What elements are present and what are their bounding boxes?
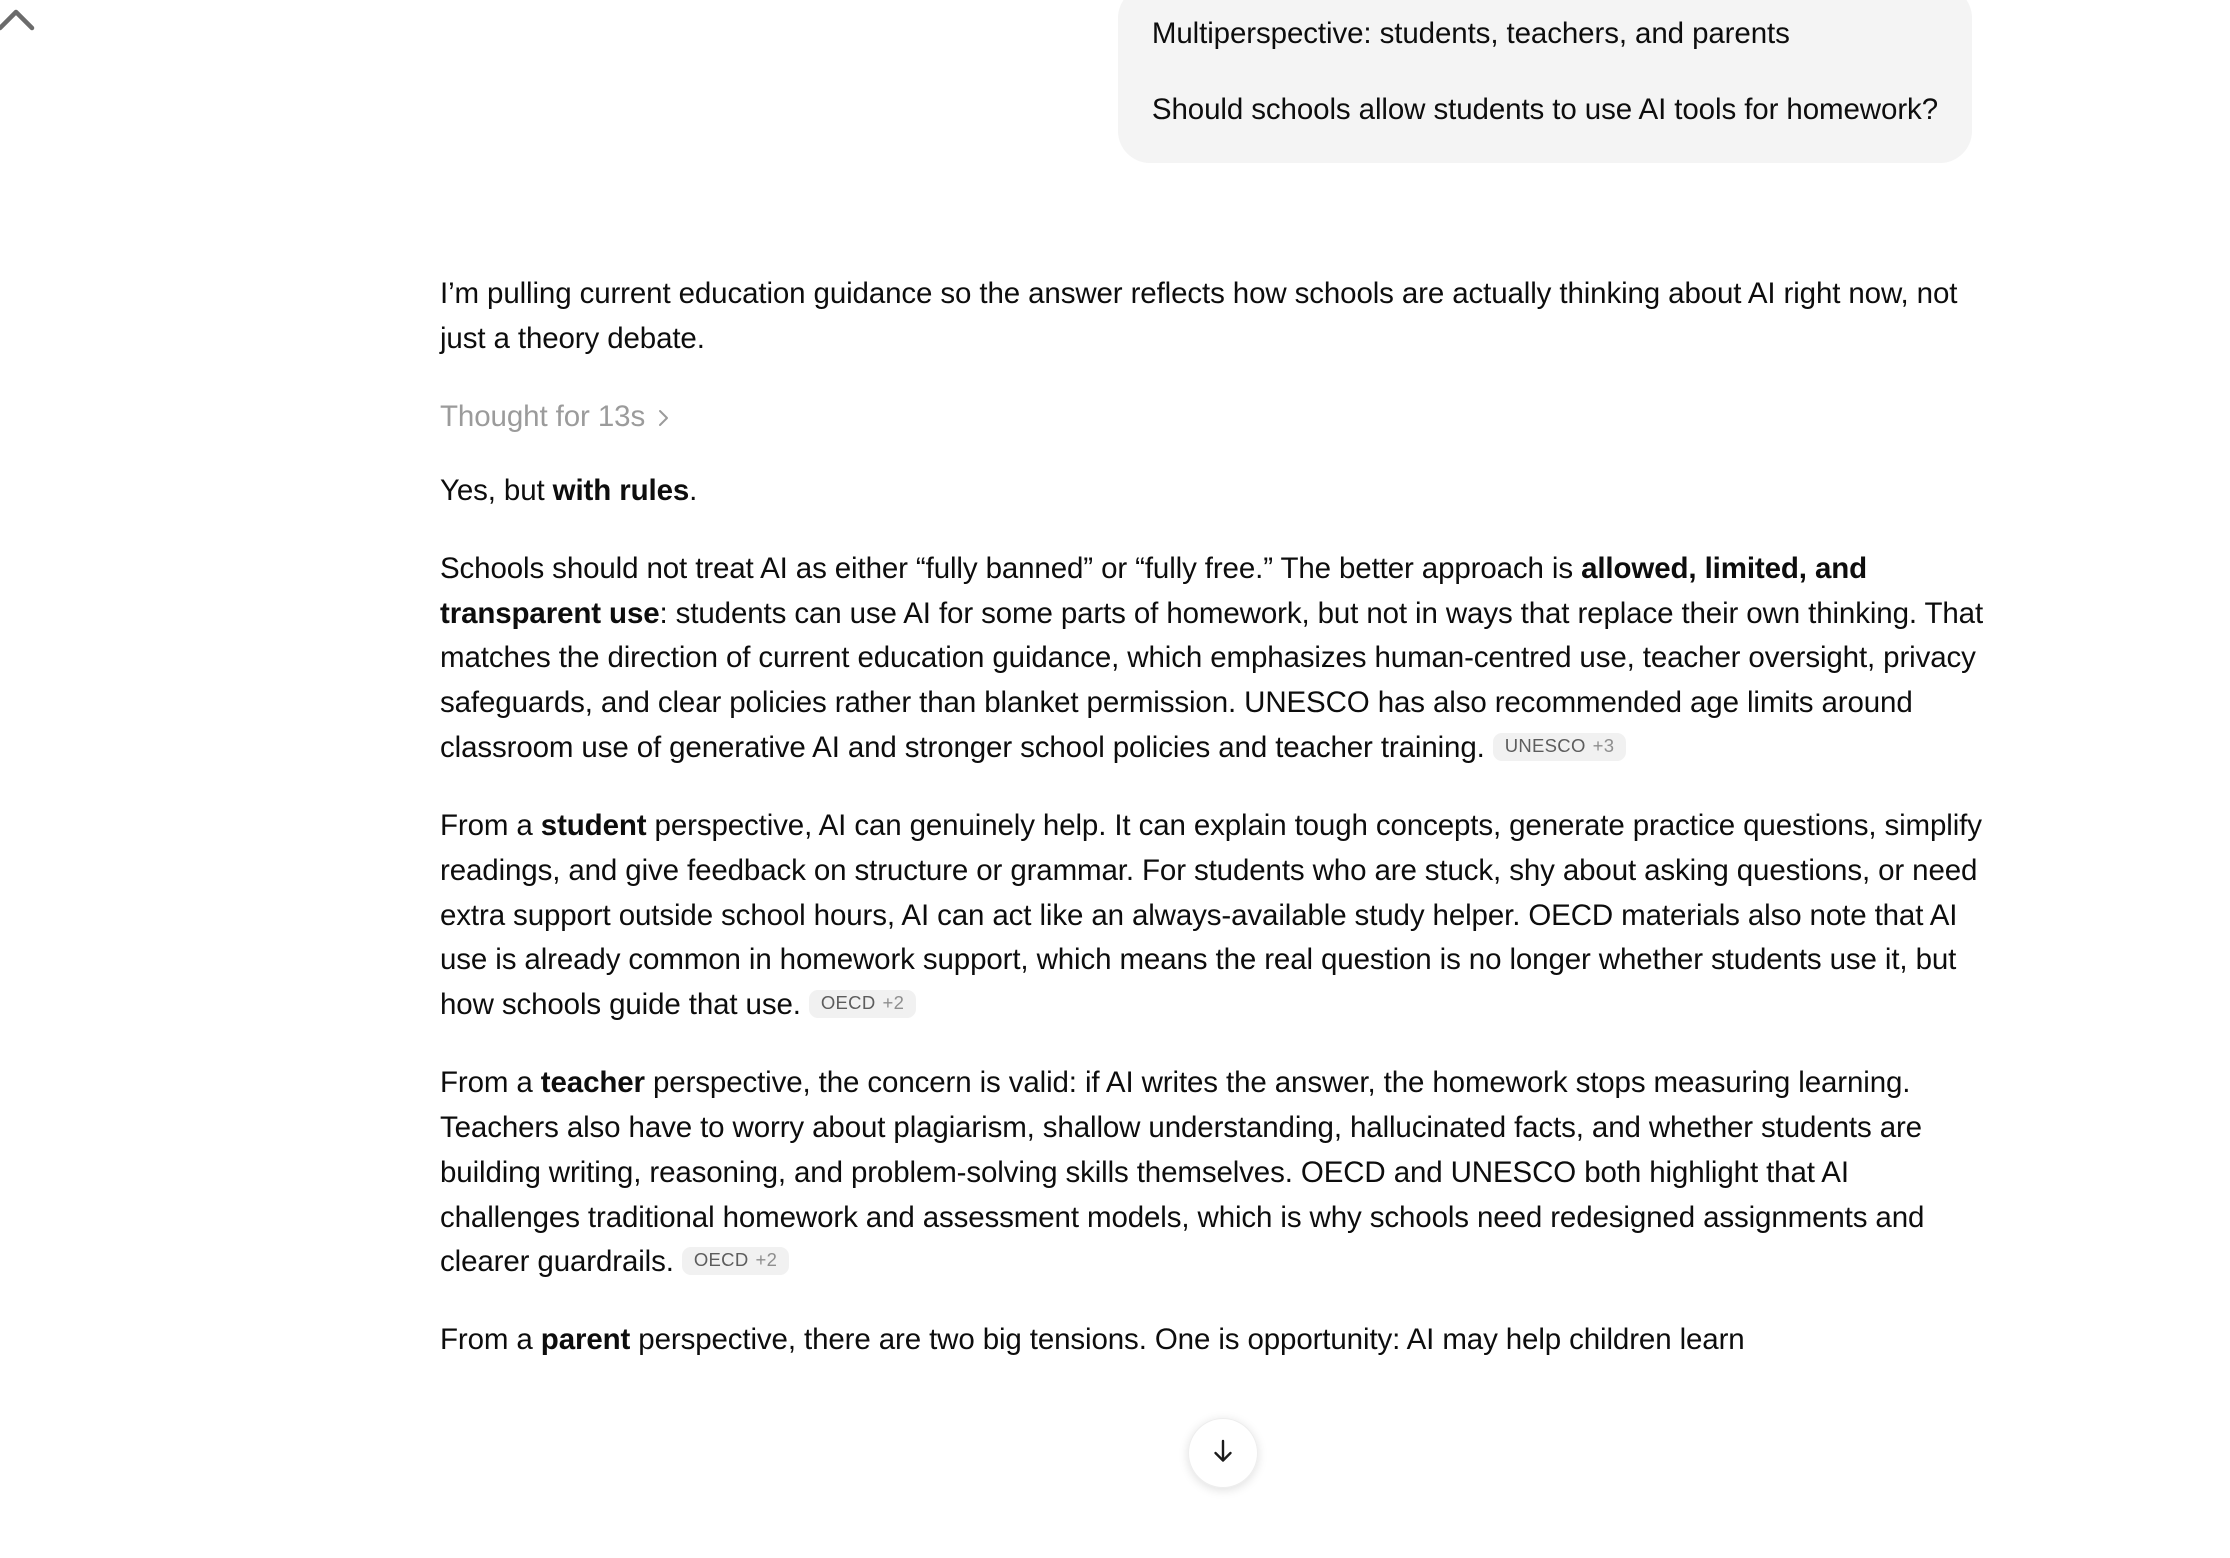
paragraph-text: perspective, there are two big tensions. One is opportunity: AI may help children learn	[630, 1323, 1745, 1357]
user-message-line-2: Should schools allow students to use AI tools for homework?	[1151, 92, 1938, 126]
paragraph-text: perspective, AI can genuinely help. It can explain tough concepts, generate practice questions, simplify readings, and give feedback on structure or grammar. For students who are stuck, shy about asking questions, or need extra support outside school hours, AI can act like an always-available study helper. OECD materials also note that AI use is already common in homework support, which means the real question is no longer whether students use it, but how schools guide that use.	[440, 808, 1982, 1022]
paragraph-text: Schools should not treat AI as either “fully banned” or “fully free.” The better approach is	[440, 551, 1582, 585]
thought-summary-label: Thought for 13s	[440, 399, 646, 433]
arrow-down-icon	[1208, 1436, 1238, 1471]
user-message-line-1: Multiperspective: students, teachers, and parents	[1151, 17, 1790, 50]
citation-source-label: OECD	[693, 1249, 749, 1271]
citation-count-label: +2	[755, 1249, 778, 1271]
assistant-intro-paragraph: I’m pulling current education guidance so the answer reflects how schools are actually thinking about AI right now, not just a theory debate.	[440, 277, 1958, 355]
assistant-paragraph-host	[440, 547, 1985, 1363]
verdict-bold: with rules	[552, 473, 690, 507]
user-message-bubble[interactable]	[1118, 0, 1972, 163]
emphasis-text: teacher	[540, 1066, 645, 1100]
scroll-to-bottom-button[interactable]	[1188, 1418, 1258, 1488]
citation-source-label: OECD	[820, 992, 876, 1014]
citation-source-label: UNESCO	[1504, 735, 1586, 757]
citation-count-label: +3	[1592, 735, 1615, 757]
thought-summary-toggle[interactable]	[440, 395, 673, 439]
student-paragraph	[440, 804, 1985, 1028]
paragraph-text: From a	[440, 1323, 541, 1357]
paragraph-text: From a	[440, 1066, 541, 1100]
citation-chip[interactable]	[809, 990, 916, 1018]
citation-chip[interactable]	[682, 1247, 789, 1275]
paragraph-text: From a	[440, 808, 541, 842]
chevron-right-icon	[655, 404, 673, 432]
assistant-verdict-paragraph	[440, 469, 1985, 514]
paragraph-text: : students can use AI for some parts of homework, but not in ways that replace their own thinking. That matches the direction of current education guidance, which emphasizes human-centred use, teacher oversight, privacy safeguards, and clear policies rather than blanket permission. UNESCO has also recommended age limits around classroom use of generative AI and stronger school policies and teacher training.	[440, 596, 1984, 765]
teacher-paragraph	[440, 1061, 1985, 1285]
assistant-message	[440, 272, 1985, 1363]
emphasis-text: student	[540, 808, 647, 842]
parent-paragraph	[440, 1318, 1985, 1363]
paragraph-text: perspective, the concern is valid: if AI writes the answer, the homework stops measuring learning. Teachers also have to worry about plagiarism, shallow understanding, hallucinated facts, and whether students are building writing, reasoning, and problem-solving skills themselves. OECD and UNESCO both highlight that AI challenges traditional homework and assessment models, which is why schools need redesigned assignments and clearer guardrails.	[440, 1066, 1925, 1279]
citation-chip[interactable]	[1493, 733, 1627, 761]
emphasis-text: parent	[540, 1323, 631, 1357]
verdict-prefix: Yes, but	[440, 473, 553, 507]
citation-count-label: +2	[882, 992, 905, 1014]
approach-paragraph	[440, 547, 1985, 771]
user-message-row	[0, 0, 2230, 163]
emphasis-text: allowed, limited, and transparent use	[440, 551, 1868, 630]
verdict-suffix: .	[689, 473, 698, 507]
